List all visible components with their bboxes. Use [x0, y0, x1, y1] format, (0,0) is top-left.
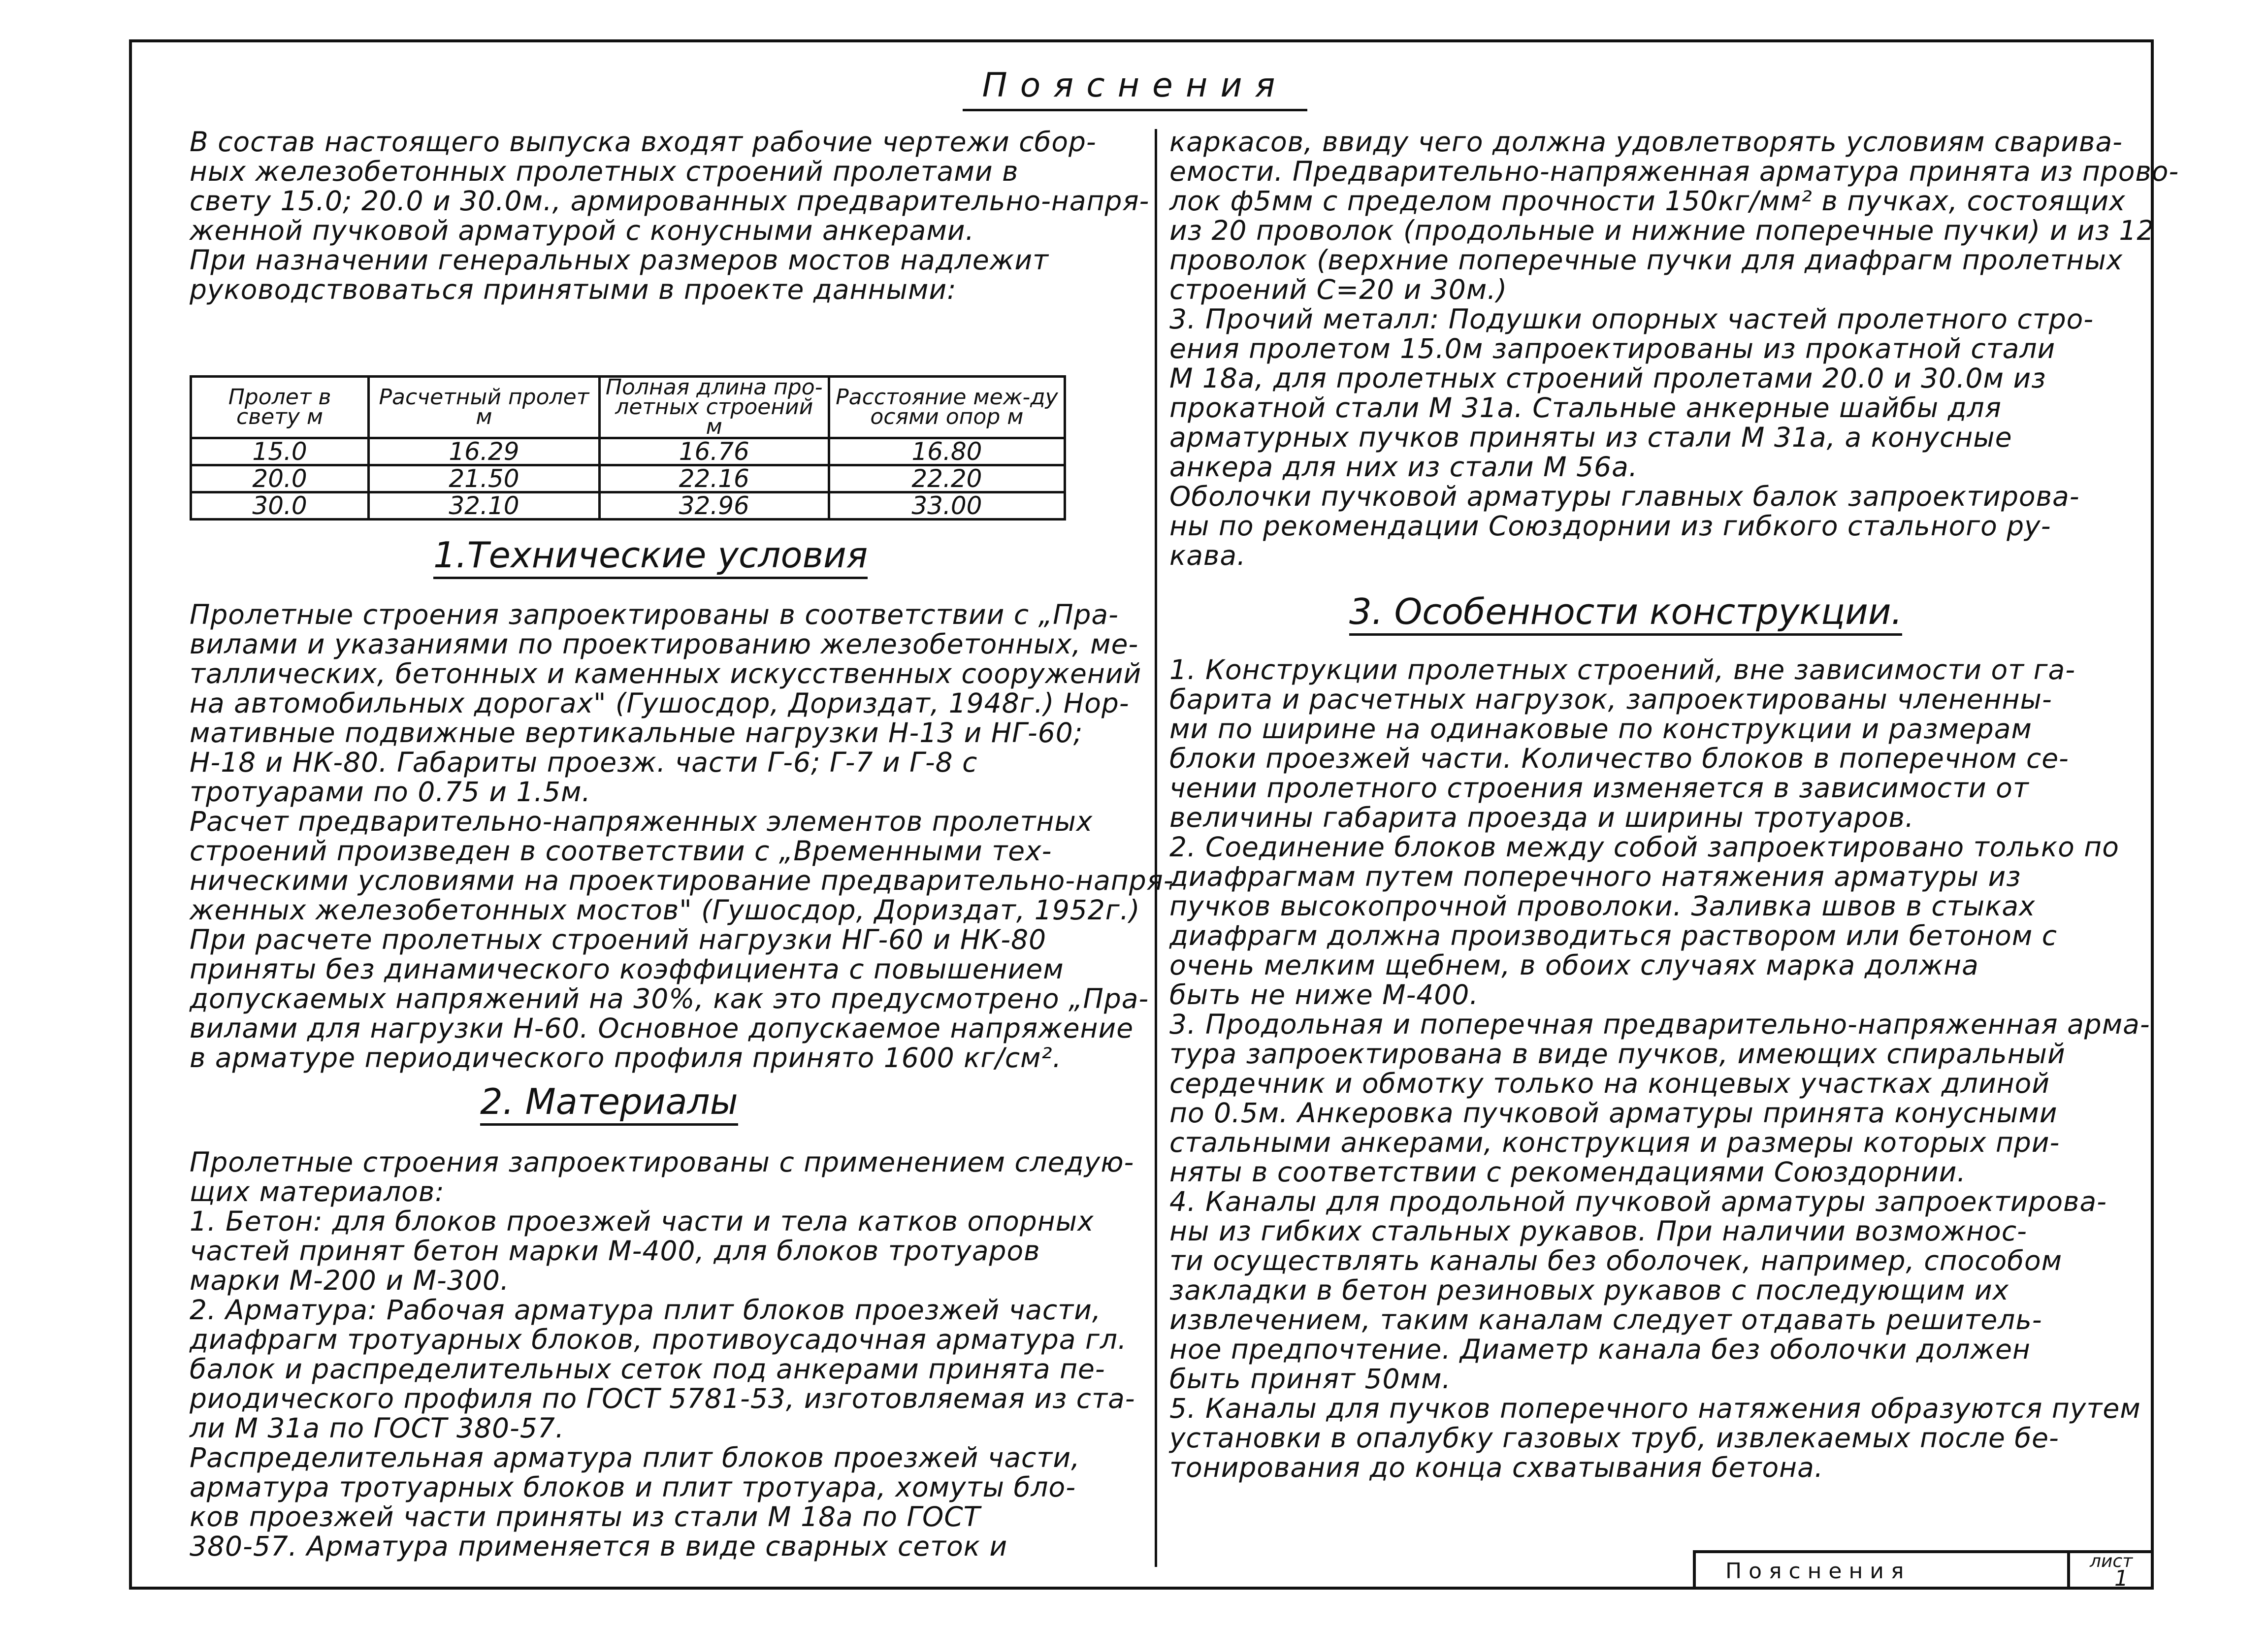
table-header: Полная длина про-летных строений м	[599, 377, 829, 438]
section-2-line: проволок (верхние поперечные пучки для диафрагм пролетных	[1169, 244, 2123, 276]
table-row	[191, 465, 1065, 492]
section-1-title: 1.Технические условия	[433, 534, 868, 579]
title-block	[1693, 1550, 2154, 1590]
section-3-line: блоки проезжей части. Количество блоков в поперечном се-	[1169, 743, 2069, 774]
section-2-line: ли М 31а по ГОСТ 380-57.	[190, 1412, 565, 1444]
table-header: Расстояние меж-ду осями опор м	[829, 377, 1065, 438]
title-block-name: Пояснения	[1696, 1553, 2070, 1590]
section-1-text	[190, 600, 1174, 1073]
intro-line: В состав настоящего выпуска входят рабочие чертежи сбор-	[190, 126, 1097, 158]
table-header-row	[191, 377, 1065, 438]
section-3-line: 3. Продольная и поперечная предварительно-напряженная арма-	[1169, 1009, 2150, 1040]
section-3-line: извлечением, таким каналам следует отдавать решитель-	[1169, 1304, 2042, 1336]
section-2-text-left	[190, 1147, 1135, 1561]
section-3-line: быть не ниже М-400.	[1169, 979, 1479, 1010]
section-3-line: ми по ширине на одинаковые по конструкции и размерам	[1169, 713, 2032, 745]
section-1-line: При расчете пролетных строений нагрузки НГ-60 и НК-80	[190, 924, 1047, 955]
section-1-line: мативные подвижные вертикальные нагрузки Н-13 и НГ-60;	[190, 717, 1083, 749]
section-1-line: вилами и указаниями по проектированию железобетонных, ме-	[190, 628, 1139, 660]
section-2-text-right	[1169, 127, 2179, 570]
table-header: Пролет в свету м	[191, 377, 369, 438]
section-2-line: из 20 проволок (продольные и нижние поперечные пучки) и из 12	[1169, 215, 2155, 246]
section-2-line: анкера для них из стали М 56а.	[1169, 451, 1638, 483]
section-3-line: очень мелким щебнем, в обоих случаях марка должна	[1169, 949, 1979, 981]
intro-line: руководствоваться принятыми в проекте данными:	[190, 274, 957, 305]
section-2-line: риодического профиля по ГОСТ 5781-53, изготовляемая из ста-	[190, 1383, 1135, 1414]
section-2-line: арматура тротуарных блоков и плит тротуара, хомуты бло-	[190, 1471, 1076, 1503]
title-block-sheet-number: 1	[2114, 1566, 2128, 1591]
section-1-line: вилами для нагрузки Н-60. Основное допускаемое напряжение	[190, 1012, 1134, 1044]
table-cell: 22.16	[599, 465, 829, 492]
intro-line: ных железобетонных пролетных строений пролетами в	[190, 156, 1019, 187]
table-cell: 22.20	[829, 465, 1065, 492]
section-2-line: частей принят бетон марки М-400, для блоков тротуаров	[190, 1235, 1040, 1267]
table-cell: 33.00	[829, 492, 1065, 520]
section-3-line: величины габарита проезда и ширины тротуаров.	[1169, 802, 1914, 833]
section-3-line: пучков высокопрочной проволоки. Заливка швов в стыках	[1169, 890, 2036, 922]
section-3-line: сердечник и обмотку только на концевых участках длиной	[1169, 1068, 2050, 1099]
intro-line: женной пучковой арматурой с конусными анкерами.	[190, 215, 975, 246]
section-2-line: Оболочки пучковой арматуры главных балок запроектирова-	[1169, 481, 2080, 512]
section-2-line: кава.	[1169, 540, 1246, 571]
table-cell: 32.10	[369, 492, 600, 520]
table-cell: 20.0	[191, 465, 369, 492]
section-3-line: по 0.5м. Анкеровка пучковой арматуры принята конусными	[1169, 1097, 2058, 1129]
section-2-line: лок ф5мм с пределом прочности 150кг/мм² в пучках, состоящих	[1169, 185, 2126, 217]
section-1-line: допускаемых напряжений на 30%, как это предусмотрено „Пра-	[190, 983, 1149, 1014]
section-2-line: емости. Предварительно-напряженная арматура принята из прово-	[1169, 156, 2179, 187]
section-3-line: диафрагмам путем поперечного натяжения арматуры из	[1169, 861, 2021, 892]
table-cell: 16.80	[829, 438, 1065, 465]
section-2-line: Пролетные строения запроектированы с применением следую-	[190, 1146, 1134, 1178]
intro-text	[190, 127, 1149, 304]
section-3-line: чении пролетного строения изменяется в зависимости от	[1169, 772, 2029, 804]
section-2-line: М 18а, для пролетных строений пролетами 20.0 и 30.0м из	[1169, 362, 2046, 394]
section-2-line: диафрагм тротуарных блоков, противоусадочная арматура гл.	[190, 1324, 1127, 1355]
section-2-line: 380-57. Арматура применяется в виде сварных сеток и	[190, 1531, 1008, 1562]
table-row	[191, 492, 1065, 520]
section-1-line: Н-18 и НК-80. Габариты проезж. части Г-6; Г-7 и Г-8 с	[190, 747, 978, 778]
section-3-line: ти осуществлять каналы без оболочек, например, способом	[1169, 1245, 2063, 1276]
section-3-line: ны из гибких стальных рукавов. При наличии возможнос-	[1169, 1215, 2027, 1247]
section-1-line: на автомобильных дорогах" (Гушосдор, Дориздат, 1948г.) Нор-	[190, 687, 1130, 719]
section-1-line: тротуарами по 0.75 и 1.5м.	[190, 776, 591, 808]
section-3-line: быть принят 50мм.	[1169, 1363, 1451, 1395]
section-3-line: закладки в бетон резиновых рукавов с последующим их	[1169, 1274, 2009, 1306]
table-cell: 32.96	[599, 492, 829, 520]
section-3-line: барита и расчетных нагрузок, запроектированы члененны-	[1169, 684, 2052, 715]
section-2-line: 1. Бетон: для блоков проезжей части и тела катков опорных	[190, 1205, 1094, 1237]
section-3-line: няты в соответствии с рекомендациями Союздорнии.	[1169, 1156, 1966, 1188]
section-3-title: 3. Особенности конструкции.	[1349, 591, 1902, 636]
section-2-line: Распределительная арматура плит блоков проезжей части,	[190, 1442, 1080, 1473]
intro-line: свету 15.0; 20.0 и 30.0м., армированных предварительно-напря-	[190, 185, 1150, 217]
section-1-line: ническими условиями на проектирование предварительно-напря-	[190, 865, 1174, 896]
section-1-line: в арматуре периодического профиля принято 1600 кг/см².	[190, 1042, 1062, 1074]
section-2-line: ения пролетом 15.0м запроектированы из прокатной стали	[1169, 333, 2056, 364]
section-3-line: тонирования до конца схватывания бетона.	[1169, 1452, 1824, 1483]
section-3-line: 2. Соединение блоков между собой запроектировано только по	[1169, 831, 2119, 863]
section-1-line: Расчет предварительно-напряженных элементов пролетных	[190, 806, 1093, 837]
intro-line: При назначении генеральных размеров мостов надлежит	[190, 244, 1049, 276]
section-2-line: строений С=20 и 30м.)	[1169, 274, 1508, 305]
table-cell: 16.29	[369, 438, 600, 465]
section-2-line: каркасов, ввиду чего должна удовлетворять условиям сварива-	[1169, 126, 2123, 158]
table-cell: 16.76	[599, 438, 829, 465]
section-2-line: марки М-200 и М-300.	[190, 1265, 510, 1296]
section-2-line: ков проезжей части приняты из стали М 18а по ГОСТ	[190, 1501, 981, 1532]
section-1-line: таллических, бетонных и каменных искусственных сооружений	[190, 658, 1142, 689]
section-3-line: 5. Каналы для пучков поперечного натяжения образуются путем	[1169, 1393, 2141, 1424]
section-3-line: ное предпочтение. Диаметр канала без оболочки должен	[1169, 1334, 2031, 1365]
spans-table	[190, 375, 1066, 521]
section-3-line: установки в опалубку газовых труб, извлекаемых после бе-	[1169, 1422, 2059, 1454]
table-header: Расчетный пролет м	[369, 377, 600, 438]
section-1-line: женных железобетонных мостов" (Гушосдор, Дориздат, 1952г.)	[190, 894, 1140, 926]
table-cell: 30.0	[191, 492, 369, 520]
section-1-line: приняты без динамического коэффициента с повышением	[190, 953, 1064, 985]
table-cell: 15.0	[191, 438, 369, 465]
table-row	[191, 438, 1065, 465]
section-3-line: стальными анкерами, конструкция и размеры которых при-	[1169, 1127, 2060, 1158]
title-block-sheet-label: лист	[2090, 1551, 2133, 1571]
table-cell: 21.50	[369, 465, 600, 492]
section-2-line: 3. Прочий металл: Подушки опорных частей пролетного стро-	[1169, 303, 2094, 335]
section-3-line: тура запроектирована в виде пучков, имеющих спиральный	[1169, 1038, 2066, 1070]
section-2-line: арматурных пучков приняты из стали М 31а, а конусные	[1169, 422, 2012, 453]
section-3-line: 1. Конструкции пролетных строений, вне зависимости от га-	[1169, 654, 2076, 685]
section-2-line: прокатной стали М 31а. Стальные анкерные шайбы для	[1169, 392, 2002, 424]
section-3-text	[1169, 655, 2150, 1482]
page-title: Пояснения	[963, 66, 1307, 111]
section-2-line: ны по рекомендации Союздорнии из гибкого стального ру-	[1169, 510, 2051, 542]
section-3-line: 4. Каналы для продольной пучковой арматуры запроектирова-	[1169, 1186, 2107, 1217]
section-2-line: 2. Арматура: Рабочая арматура плит блоков проезжей части,	[190, 1294, 1102, 1326]
section-2-title: 2. Материалы	[480, 1081, 738, 1126]
section-2-line: щих материалов:	[190, 1176, 445, 1207]
section-3-line: диафрагм должна производиться раствором или бетоном с	[1169, 920, 2058, 951]
section-1-line: строений произведен в соответствии с „Временными тех-	[190, 835, 1052, 867]
section-2-line: балок и распределительных сеток под анкерами принята пе-	[190, 1353, 1105, 1385]
section-1-line: Пролетные строения запроектированы в соответствии с „Пра-	[190, 599, 1119, 630]
